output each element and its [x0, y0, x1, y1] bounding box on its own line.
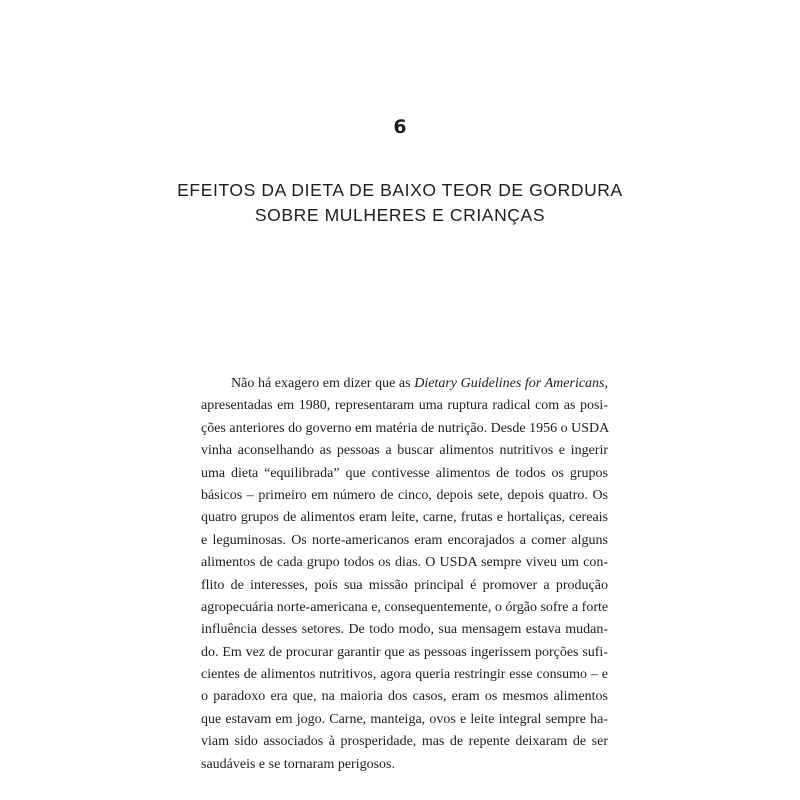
paragraph-line: apresentadas em 1980, representaram uma ruptura radical com as posi-	[201, 398, 608, 414]
paragraph-line: o paradoxo era que, na maioria dos casos, eram os mesmos alimentos	[201, 689, 608, 705]
paragraph-line: flito de interesses, pois sua missão principal é promover a produção	[201, 577, 608, 593]
body-paragraph	[201, 373, 608, 776]
paragraph-line: cientes de alimentos nutritivos, agora queria restringir esse consumo – e	[201, 667, 608, 683]
book-title-italic: Dietary Guidelines for Americans	[414, 376, 605, 391]
paragraph-line-1	[201, 373, 608, 395]
paragraph-line-last: saudáveis e se tornaram perigosos.	[201, 756, 395, 772]
chapter-title-line-2: SOBRE MULHERES E CRIANÇAS	[254, 205, 546, 225]
paragraph-line: quatro grupos de alimentos eram leite, carne, frutas e hortaliças, cereais	[201, 510, 608, 526]
paragraph-line: agropecuária norte-americana e, consequentemente, o órgão sofre a forte	[201, 599, 609, 615]
paragraph-line: e leguminosas. Os norte-americanos eram encorajados a comer alguns	[201, 532, 608, 548]
paragraph-line: ções anteriores do governo em matéria de nutrição. Desde 1956 o USDA	[201, 420, 610, 436]
paragraph-line: viam sido associados à prosperidade, mas de repente deixaram de ser	[201, 734, 608, 750]
paragraph-line: do. Em vez de procurar garantir que as pessoas ingerissem porções sufi-	[201, 644, 608, 660]
paragraph-line: básicos – primeiro em número de cinco, depois sete, depois quatro. Os	[201, 487, 608, 503]
paragraph-line-1-start: Não há exagero em dizer que as	[231, 376, 415, 391]
paragraph-line: uma dieta “equilibrada” que contivesse alimentos de todos os grupos	[201, 465, 608, 481]
chapter-title-line-1: EFEITOS DA DIETA DE BAIXO TEOR DE GORDURA	[177, 180, 623, 200]
paragraph-line: influência desses setores. De todo modo, sua mensagem estava mudan-	[201, 622, 608, 638]
paragraph-line: que estavam em jogo. Carne, manteiga, ovos e leite integral sempre ha-	[201, 711, 608, 727]
chapter-title	[0, 178, 800, 228]
chapter-number: 6	[393, 116, 407, 138]
paragraph-line-1-end: ,	[604, 376, 608, 391]
paragraph-line: vinha aconselhando as pessoas a buscar alimentos nutritivos e ingerir	[201, 443, 608, 459]
paragraph-line: alimentos de cada grupo todos os dias. O USDA sempre viveu um con-	[201, 555, 608, 571]
